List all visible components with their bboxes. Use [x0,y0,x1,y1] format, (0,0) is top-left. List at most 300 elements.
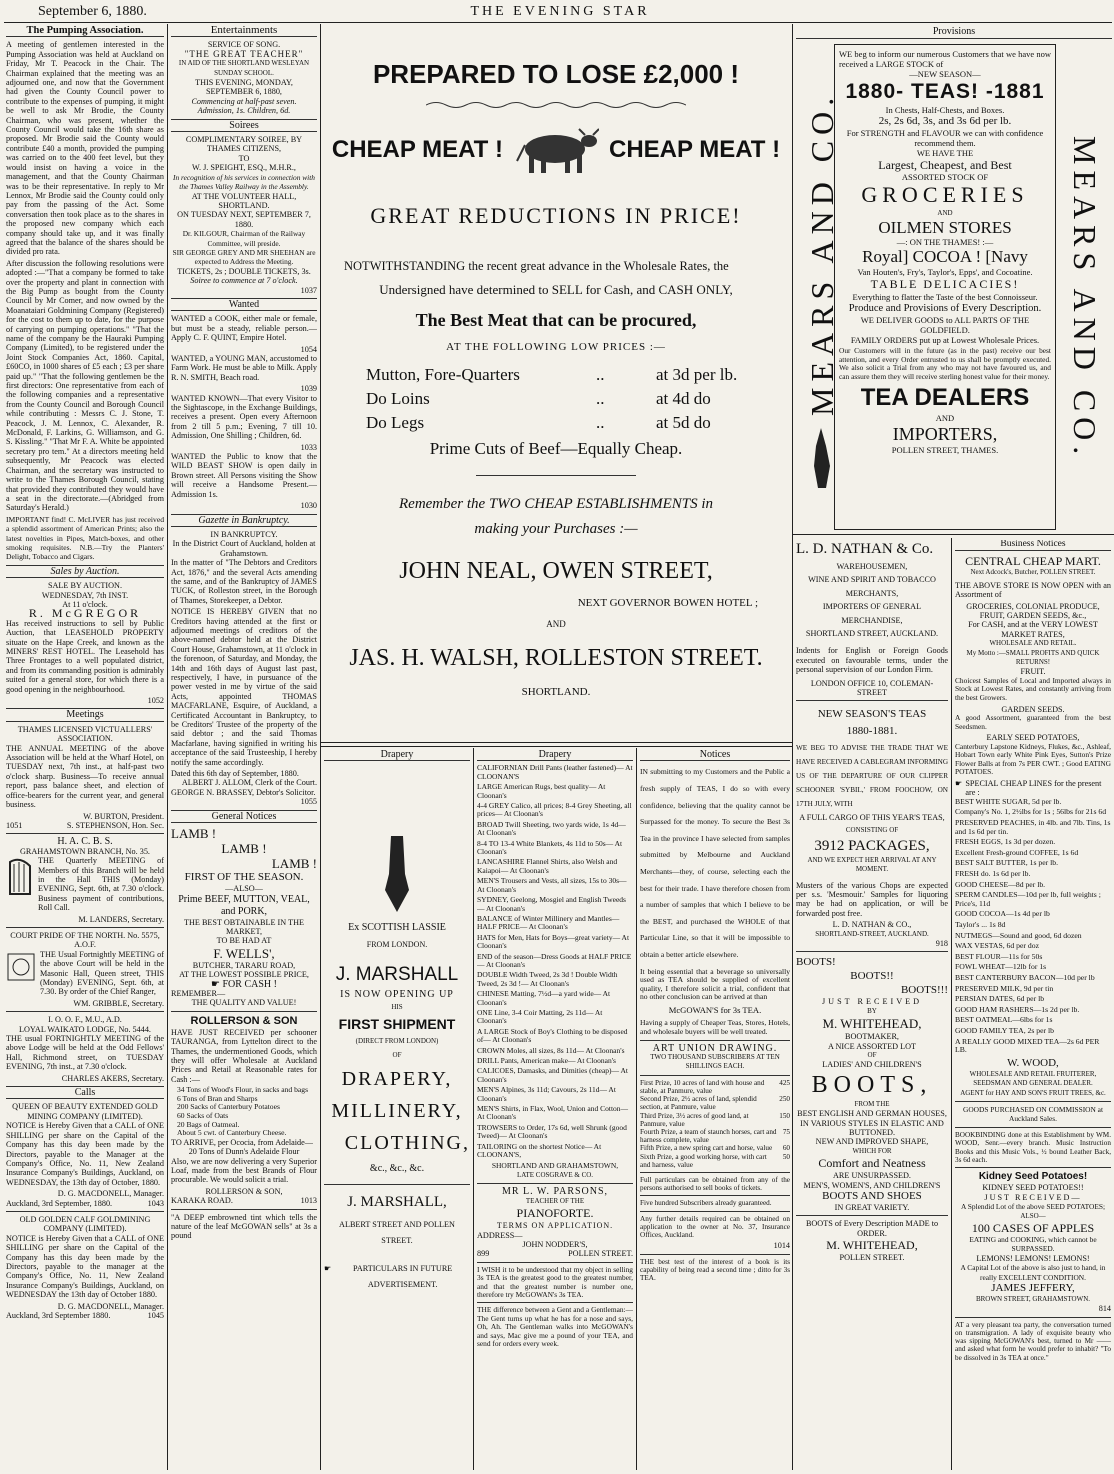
harp-icon [6,856,34,896]
strength: For STRENGTH and FLAVOUR we can with confidence recommend them. [846,128,1044,148]
special-line: Company's No. 1, 2½lbs for 1s ; 56lbs for 21s 6d [955,807,1107,817]
art-union-further: Any further details required can be obtained on application to the owner at No. 37, Insurance Offices, Auckland. [640,1214,790,1239]
special-line: GOOD HAM RASHERS—1s 2d per lb. [955,1004,1080,1014]
notwithstanding-text: NOTWITHSTANDING the recent great advance in the Wholesale Rates, the [344,259,729,273]
art-union-title: ART UNION DRAWING. [652,1042,778,1054]
rollerson-item: 6 Tons of Bran and Sharps [177,1093,258,1103]
cheap-meat-left: CHEAP MEAT ! [331,136,503,163]
calls-heading: Calls [6,1086,164,1099]
rollerson-signature: ROLLERSON & SON, [205,1186,283,1196]
nathan-line-2: WINE AND SPIRIT AND TOBACCO [808,575,936,585]
notices-column [640,750,790,1470]
cloonan-item: SYDNEY, Geelong, Mosgiel and English Tweeds— At Cloonan's [477,895,626,913]
marshall-of: OF [392,1050,402,1059]
prime-cuts: Prime Cuts of Beef—Equally Cheap. [429,439,683,458]
prize-value: 60 [782,1144,790,1153]
cloonan-item: TAILORING on the shortest Notice— At CLOONAN'S, [477,1141,602,1160]
nathan-title: L. D. NATHAN & Co. [796,541,934,557]
pointing-hand-icon: ☛ [955,779,963,789]
special-line: FOWL WHEAT—12lb for 1s [955,962,1047,972]
sos-admission: Admission, 1s. Children, 6d. [197,106,291,116]
price-item: Do Legs [366,413,425,432]
new-season-address: SHORTLAND-STREET, AUCKLAND. [815,929,929,938]
marshall-scottish: Ex SCOTTISH LASSIE [348,921,446,933]
garden-heading: GARDEN SEEDS. [1001,704,1065,714]
price-value: at 4d do [656,389,711,408]
prize-row [640,1095,790,1111]
cloonan-item: DOUBLE Width Tweed, 2s 3d ! Double Width Tweed, 2s 3d !— At Cloonan's [477,970,618,988]
cloonan-item: ONE Line, 3-4 Coir Matting, 2s 11d— At Cloonan's [477,1007,603,1026]
meat-headline: PREPARED TO LOSE £2,000 ! [372,59,740,89]
hacb-signature: M. LANDERS, Secretary. [78,914,164,924]
issue-date: September 6, 1880. [38,4,147,19]
rollerson-title: ROLLERSON & SON [190,1014,298,1027]
new-season-consisting: CONSISTING OF [845,826,899,835]
meetings-heading: Meetings [6,708,164,721]
prize-value: 250 [779,1095,790,1104]
special-line: Excellent Fresh-ground COFFEE, 1s 6d [955,847,1079,857]
notices-having: Having a supply of Cheaper Teas, Stores, Hotels, and wholesale buyers will be well treated. [640,1018,790,1036]
boots-address: POLLEN STREET. [839,1253,905,1263]
art-union-number: 1014 [773,1241,790,1251]
soiree-recognition: In recognition of his services in connection with the Thames Valley Railway in the Assembly. [173,172,315,192]
assorted: ASSORTED STOCK OF [901,172,989,182]
tobacco-ad: IMPORTANT find! C. McLIVER has just received a splendid assortment of American Prints; also the latest novelties in Pipes, Match-boxes, and other smoking requisites. N.B.—Try the Planters' Delight, Tobacco and Cigars. [6,514,164,562]
business-column [955,540,1111,1470]
boots-2: BOOTS!! [850,970,894,983]
prize-text: Fourth Prize, a team of staunch horses, cart and harness complete, value [640,1127,777,1145]
deliver: WE DELIVER GOODS to ALL PARTS OF THE GOLDFIELD. [860,315,1030,335]
cocoa: Royal] COCOA ! [Navy [862,247,1028,266]
mears-vertical-right: MEARS AND CO. [1067,136,1103,461]
wanted-public-number: 1030 [300,501,317,511]
nathan-indents: Indents for English or Foreign Goods executed on favourable terms, under the personal supervision of our London Firm. [796,646,948,675]
new-season-packages: 3912 PACKAGES, [814,837,930,854]
kidney-also: ALSO— [1020,1211,1046,1220]
largest: Largest, Cheapest, and Best [878,158,1012,172]
special-line: BEST CANTERBURY BACON—10d per lb [955,972,1095,982]
ogc-date: Auckland, 3rd September 1880. [6,1311,111,1320]
lv-body: THE ANNUAL MEETING of the above Association will be held at the Wharf Hotel, on TUESDAY next, 7th inst., at half-past two o'clock sharp. Business—To receive annual report, pass balance sheet, and election of office-bearers for the current year, and general business. [6,743,164,810]
lv-title: THAMES LICENSED VICTUALLERS' ASSOCIATION. [17,724,153,744]
tea-dealers: TEA DEALERS [860,384,1030,412]
special-line: BEST SALT BUTTER, 1s per lb. [955,858,1059,868]
lamb-also: —ALSO— [225,884,263,894]
mears-vertical-left: MEARS AND CO. [804,91,840,416]
nathan-line-5: MERCHANDISE, [841,615,903,625]
court-signature: WM. GRIBBLE, Secretary. [73,998,164,1008]
groceries: GROCERIES [861,182,1029,207]
prize-value: 75 [782,1127,790,1136]
fruit-body: Choicest Samples of Local and Imported always in Stock at Lowest Rates, and constantly arriving from the best Growers. [955,675,1111,703]
bankruptcy-court: In the District Court of Auckland, holden at Grahamstown. [172,539,316,558]
kidney-number: 814 [1098,1304,1111,1314]
pointing-hand-icon: ☛ [211,978,220,990]
rollerson-number: 1013 [300,1196,317,1206]
price-row [366,387,788,411]
parsons-address-label: ADDRESS— [477,1230,523,1240]
soirees-heading: Soirees [171,119,317,132]
kidney-sub: KIDNEY SEED POTATOES!! [982,1183,1084,1193]
central-wholesale: WHOLESALE AND RETAIL. [989,639,1077,648]
special-line: PERSIAN DATES, 6d per lb [955,994,1045,1004]
best-test-blurb: THE best test of the interest of a book is its capability of being read a second time ; ditto for 3s TEA. [640,1257,790,1282]
lamb-2: LAMB ! [221,841,267,857]
cloonan-item: BALANCE of Winter Millinery and Mantles— HALF PRICE— At Cloonan's [477,913,620,932]
prize-text: First Prize, 10 acres of land with house and stable, at Panmure, value [640,1078,765,1095]
price-row [366,411,788,435]
cloonan-item: LANCASHIRE Flannel Shirts, also Welsh and Kaiapoi— At Cloonan's [477,857,618,875]
cheap-meat-right: CHEAP MEAT ! [609,136,781,163]
cloonan-item: CALIFORNIAN Drill Pants (leather fastened)— At CLOONAN'S [477,763,633,781]
prize-text: Fifth Prize, a new spring cart and horse, value [640,1144,773,1153]
wood-bookbinding: BOOKBINDING done at this Establishment by WM. WOOD, Senr.—every branch. Music Instruction Books and this Music Vols., ½ bound Leather Back, 3s 6d each. [955,1130,1111,1164]
central-cash: For CASH, and at the VERY LOWEST MARKET RATES, [968,620,1098,639]
kidney-just: JUST RECEIVED— [984,1192,1082,1202]
marshall-address: ALBERT STREET AND POLLEN STREET. [339,1219,455,1245]
art-union-full: Full particulars can be obtained from any of the persons authorised to sell books of tickets. [640,1175,790,1193]
cloonan-item: 4-4 GREY Calico, all prices; 8-4 Grey Sheeting, all prices— At Cloonan's [477,801,632,819]
kidney-name: JAMES JEFFERY, [991,1282,1075,1294]
rollerson-arrive: TO ARRIVE, per Ococia, from Adelaide— [171,1137,313,1147]
notices-mcgowan: McGOWAN'S for 3s TEA. [668,1004,762,1015]
bankruptcy-number: 1055 [300,797,317,807]
new-season-title: NEW SEASON'S TEAS [817,708,927,721]
parsons-teacher: TEACHER OF THE [525,1196,585,1205]
prize-value: 425 [779,1078,790,1087]
boots-from: FROM THE [854,1099,890,1108]
cocoa-brands: Van Houten's, Fry's, Taylor's, Epps', and Cocoatine. [857,267,1033,277]
special-line: GOOD CHEESE—8d per lb. [955,879,1046,889]
sos-aid: IN AID OF THE SHORTLAND WESLEYAN SUNDAY SCHOOL. [178,59,310,77]
pumping-article-p1: A meeting of gentlemen interested in the Pumping Association was held at Auckland on Friday, Mr T. Peacock in the Chair. The Chairman explained that the meeting was an adjourned one, and now that the Government had given the County Council power to contribute to the expenses of pumping, it might be well to ask Mr Brodie, the County Chairman, who was present, whether the County Council would take the 16th share as proposed. Mr Brodie said the County would contribute £40 a month, provided the pumping was carried on to the 400 feet level, but they would insist on having a voice in the management, and that the County Chairman was to be their representative. In reply to Mr Lennox, Mr Brodie said the County could only pay from the passing of the Act. Some conversation then took place as to the shares in the proposed new company which each company should take up, and it was finally agreed that the balance of the shares should be divided pro rata. [6,40,164,257]
price-row [366,363,788,387]
price-item: Mutton, Fore-Quarters [366,365,520,384]
rollerson-item: About 5 cwt. of Canterbury Cheese. [177,1128,287,1138]
remember-text: Remember the TWO CHEAP ESTABLISHMENTS in [399,496,713,512]
special-line: GOOD COCOA—1s 4d per lb [955,909,1050,919]
drapery-heading-1: Drapery [324,750,470,761]
marshall-millinery: MILLINERY, [331,1100,463,1123]
special-line: PRESERVED PEACHES, in 4lb. and 7lb. Tins, 1s and 1s 6d per tin. [955,818,1111,836]
boots-of: OF [867,1050,877,1059]
ogc-signature: D. G. MACDONELL, Manager. [57,1301,164,1311]
prize-text: Third Prize, 3½ acres of good land, at Panmure, value [640,1111,749,1128]
auction-title: SALE BY AUCTION. [47,581,123,591]
prize-text: Sixth Prize, a good working horse, with cart and harness, value [640,1152,767,1169]
pumping-article-p2: After discussion the following resolutions were adopted :—"That a company be formed to take over the property and plant in connection with the Big Pump as bought from the County Council by Mr Comer, and now owned by the Moanataiari Goldmining Company (Registered) for the cost to them up to date, for the purpose of carrying on pumping operations." "That the name of the company be the Hauraki Pumping Company (Limited), to be registered under the Joint Stock Companies Act, 1860. Capital, £60CO, in 1000 shares of £5 each ; £3 per share paid up." "That the following gentlemen be the first directors: One representative from each of the following companies and a representative from the County Council and Borough Council while contributing : Messrs C. J. Stone, T. Peacock, J. M. Lennox, C. Alexander, R. McDonald, F. Larkins, G. Williamson, and G. S. Kissling." "That Mr F. A. White be appointed secretary pro tem." At a directors meeting held subsequently, Mr Peacock was elected Chairman, and the secretary was instructed to write to the Thames Borough Council, stating that provided they contributed they would have a seat in the directorate.—(Abridged from Saturday's Herald.) [6,258,164,513]
price-value: at 3d per lb. [656,365,738,384]
provisions-inner-box [834,44,1056,530]
boots-styles: IN VARIOUS STYLES IN ELASTIC AND BUTTONED. [800,1118,944,1137]
cloonan-item: A LARGE Stock of Boy's Clothing to be disposed of— At Cloonan's [477,1026,628,1045]
marshall-particulars: PARTICULARS IN FUTURE ADVERTISEMENT. [353,1263,453,1289]
boots-unsurpassed: ARE UNSURPASSED. [833,1171,911,1181]
pumping-heading: The Pumping Association. [6,26,164,37]
prize-row [640,1128,790,1144]
ogc-title: OLD GOLDEN CALF GOLDMINING COMPANY (LIMITED). [19,1214,151,1234]
we-have: WE HAVE THE [916,148,974,158]
table-delicacies: TABLE DELICACIES! [870,277,1020,291]
boots-every: BOOTS of Every Description MADE to ORDER. [805,1219,939,1238]
new-season: —NEW SEASON— [909,69,981,79]
boots-nice: A NICE ASSORTED LOT [828,1041,916,1051]
special-line: GOOD FAMILY TEA, 2s per lb [955,1025,1055,1035]
family-orders: FAMILY ORDERS put up at Lowest Wholesale Prices. [850,335,1040,345]
new-season-years: 1880-1881. [846,725,898,738]
lw-body: THE usual FORTNIGHTLY MEETING of the above Lodge will be held at the Odd Fellows' Hall, Richmond street, on TUESDAY EVENING, 7th inst., at 7.30 o'clock. [6,1034,164,1072]
boots-comfort: Comfort and Neatness [818,1156,926,1171]
mcgowan-wish: I WISH it to be understood that my object in selling 3s TEA is the greatest good to the greatest number, and that the greatest number is number one, therefore try McGOWAN's 3s TEA. [477,1264,633,1299]
cloonan-item: MEN'S Trousers and Vests, all sizes, 15s to 30s— At Cloonan's [477,876,627,894]
bankruptcy-title: IN BANKRUPTCY. [210,529,278,539]
soiree-to: TO [238,153,250,163]
lv-secretary: S. STEPHENSON, Hon. Sec. [66,820,164,830]
oilmen-stores: OILMEN STORES [878,218,1012,237]
notices-essential: It being essential that a beverage so universally used as TEA should be supplied of excellent quality, I therefore solicit a trial, confident that no other conclusion can be arrived at than [640,966,790,1002]
next-governor: NEXT GOVERNOR BOWEN HOTEL ; [577,597,758,609]
newspaper-title: THE EVENING STAR [470,4,650,19]
parsons-pollen: POLLEN STREET. [568,1249,633,1259]
cloonan-item: MEN'S Shirts, in Flax, Wool, Union and Cotton— At Cloonan's [477,1104,629,1122]
central-next: Next Adcock's, Butcher, POLLEN STREET. [970,568,1096,577]
drapery-marshall [324,750,470,1470]
prize-value: 150 [779,1111,790,1120]
drapery-cloonan [477,750,633,1470]
kidney-cases-body: EATING and COOKING, which cannot be SURPASSED. [969,1234,1097,1254]
lw-signature: CHARLES AKERS, Secretary. [61,1073,164,1083]
lv-number: 1051 [6,820,23,830]
new-season-body: WE BEG TO ADVISE THE TRADE THAT WE HAVE RECEIVED A CABLEGRAM INFORMING US OF THE DEPARTURE OF OUR CLIPPER SCHOONER 'SYBIL,' FROM FOOCHOW, ON 17TH JULY, WITH [796,743,948,808]
undersigned-text: Undersigned have determined to SELL for Cash, and CASH ONLY, [379,282,733,297]
soiree-commence: Soiree to commence at 7 o'clock. [190,276,298,286]
boots-bootmaker: BOOTMAKER, [845,1032,899,1042]
wanted-known: WANTED KNOWN—That every Visitor to the Sightascope, in the Exchange Buildings, receives a present. Open every Afternoon from 2 till 5 p.m.; Evening, 7 till 10. Admission, One Shilling ; Children, 6d. [171,393,317,441]
special-lines: SPECIAL CHEAP LINES for the present are : [965,779,1102,798]
rollerson-item: 60 Sacks of Oats [177,1110,229,1120]
cloonan-item: CROWN Moles, all sizes, 8s 11d— At Cloonan's [477,1045,625,1055]
marshall-direct: (DIRECT FROM LONDON) [355,1037,439,1046]
soiree-name: W. J. SPEIGHT, ESQ., M.H.R., [192,163,296,173]
central-mart: CENTRAL CHEAP MART. [965,554,1101,569]
special-line: FRESH EGGS, 1s 3d per dozen. [955,837,1056,847]
jas-walsh: JAS. H. WALSH, ROLLESTON STREET. [349,645,763,671]
lamb-had: TO BE HAD AT [216,936,272,946]
qb-signature: D. G. MACDONELL, Manager. [57,1189,164,1199]
marshall-his: HIS [391,1003,403,1012]
cloonan-item: CHINESE Matting, 7½d—a yard wide— At Cloonan's [477,989,611,1007]
kidney-capital: A Capital Lot of the above is also just to hand, in really EXCELLENT CONDITION. [960,1263,1106,1282]
central-open: THE ABOVE STORE IS NOW OPEN with an Assortment of [955,580,1111,600]
prize-row [640,1153,790,1169]
drapery-heading-2: Drapery [477,750,633,761]
bankruptcy-matter: In the matter of "The Debtors and Creditors Act, 1876," and the several Acts amending the same, and of the Bankruptcy of JAMES TUCK, of Rolleston street, in the Borough of Thames, Storekeeper, a Debtor. [171,558,317,605]
wanted-cook: WANTED a COOK, either male or female, but must be a steady, reliable person.—Apply C. F. QUINT, Empire Hotel. [171,314,317,343]
soiree-tickets: TICKETS, 2s ; DOUBLE TICKETS, 3s. [177,266,311,276]
prize-value: 50 [782,1152,790,1161]
business-heading: Business Notices [955,540,1111,551]
cloonan-item: CALICOES, Damasks, and Dimities (cheap)— At Cloonan's [477,1066,629,1084]
special-line: A REALLY GOOD MIXED TEA—2s 6d PER LB. [955,1036,1100,1055]
chests: In Chests, Half-Chests, and Boxes. [885,105,1005,115]
rollerson-arrive-2: 20 Tons of Dunn's Adelaide Flour [188,1147,300,1157]
following-prices: AT THE FOLLOWING LOW PRICES :— [446,341,666,353]
qb-title: QUEEN OF BEAUTY EXTENDED GOLD MINING COMPANY (LIMITED). [12,1102,158,1121]
cloonan-address: SHORTLAND AND GRAHAMSTOWN, [491,1161,619,1171]
ox-icon [513,125,599,175]
pointing-hand-icon: ☛ [324,1263,332,1273]
importers: IMPORTERS, [892,424,998,445]
sos-when: THIS EVENING, MONDAY, SEPTEMBER 6, 1880, [195,78,293,97]
soiree-venue: AT THE VOLUNTEER HALL, SHORTLAND. [191,191,297,210]
special-line: BEST OATMEAL—6lbs for 1s [955,1015,1053,1025]
central-groceries: GROCERIES, COLONIAL PRODUCE, FRUIT, GARDEN SEEDS, &c., [966,601,1100,621]
cloonan-item: MEN'S Alpines, 3s 11d; Cavours, 2s 11d— At Cloonan's [477,1085,616,1103]
prize-text: Second Prize, 2½ acres of land, splendid section, at Panmure, value [640,1095,757,1112]
kidney-lemons: LEMONS! LEMONS! LEMONS! [976,1253,1090,1263]
prize-row [640,1144,790,1152]
iof-title: I. O. O. F., M.U., A.D. [48,1015,122,1025]
garden-body: A good Assortment, guaranteed from the best Seedsmen. [955,713,1111,731]
general-notices-heading: General Notices [171,810,317,823]
best-meat: The Best Meat that can be procured, [415,310,697,330]
auction-body: Has received instructions to sell by Public Auction, that LEASEHOLD PROPERTY situate on the Hape Creek, and known as the MINERS' REST HOTEL. The Leasehold has Three Frontages to a well populated district, and from its commanding position is admirably suited for a general store, for which there is a good opening in the neighbourhood. [6,618,164,694]
lamb-3: LAMB ! [271,856,317,872]
wanted-heading: Wanted [171,298,317,311]
mcgowan-difference: THE difference between a Gent and a Gentleman:—The Gent turns up what he has for a nose and says, Oh, Ah. The Gentleman walks into McGOWAN's and says, Mac give me a pound of your TEA, and send for orders every week. [477,1305,633,1348]
column-second [171,26,317,1470]
cloonan-item: END of the season—Dress Goods at HALF PRICE— At Cloonan's [477,951,632,969]
sos-time: Commencing at half-past seven. [191,96,297,106]
forester-emblem-icon [6,950,36,984]
special-line: BEST FLOUR—11s for 50s [955,951,1043,961]
soiree-title: COMPLIMENTARY SOIREE, BY THAMES CITIZENS, [185,135,303,154]
hacb-branch: GRAHAMSTOWN BRANCH, No. 35. [20,846,150,856]
soiree-chair: Dr. KILGOUR, Chairman of the Railway Committee, will preside. [182,229,306,248]
marshall-drapery: DRAPERY, [341,1068,453,1091]
soiree-date: ON TUESDAY NEXT, SEPTEMBER 7, 1880. [177,210,311,229]
price-item: Do Loins [366,389,430,408]
tea-party-blurb: AT a very pleasant tea party, the conversation turned on transmigration. A lady of exquisite beauty who was sipping McGOWAN's best, turned to Mr —— and asked what form he would prefer to inhabit? "To be dissolved in 3s TEA at once." [955,1320,1111,1362]
auction-time: At 11 o'clock. [62,599,108,609]
pointing-hand-down-icon [377,834,417,914]
nathan-london: LONDON OFFICE 10, COLEMAN-STREET [810,678,934,698]
potatoes-body: Canterbury Lapstone Kidneys, Flukes, &c., Ashleaf, Hobart Town early White Pink Eyes, Sutton's Prize Flower Balls at from 7s PER CWT. ; Good EATING POTATOES. [955,741,1111,777]
bankruptcy-dated: Dated this 6th day of September, 1880. [171,769,299,779]
kidney-body: A Splendid Lot of the above SEED POTATOES; [961,1202,1105,1212]
rollerson-address: KARAKA ROAD. [171,1196,233,1206]
court-body: THE Usual Fortnightly MEETING of the above Court will be held in the Masonic Hall, Queen street, THIS (Monday) EVENING, Sept. 6th, at 7.30. By order of the Chief Ranger, [40,949,164,997]
tea-dealers-and: AND [935,413,955,424]
new-season-expect: AND WE EXPECT HER ARRIVAL AT ANY MOMENT. [807,855,937,874]
boots-shoes: BOOTS AND SHOES [822,1190,922,1203]
central-motto: My Motto :—SMALL PROFITS AND QUICK RETURNS! [966,648,1100,667]
wood-desc: WHOLESALE AND RETAIL FRUITERER, SEEDSMAN AND GENERAL DEALER. [969,1069,1097,1088]
prize-row [640,1112,790,1128]
gazette-heading: Gazette in Bankruptcy. [171,514,317,527]
art-union-five: Five hundred Subscribers already guaranteed. [640,1199,772,1208]
qb-date: Auckland, 3rd September, 1880. [6,1198,113,1208]
art-union-subtitle: TWO THOUSAND SUBSCRIBERS AT TEN SHILLINGS EACH. [650,1052,780,1071]
ornament-divider-icon [426,100,686,110]
provisions-section [796,26,1112,532]
lamb-address: BUTCHER, TARARU ROAD, [192,960,296,970]
special-line: FRESH do. 1s 6d per lb. [955,869,1031,878]
marshall-etc: &c., &c., &c. [369,1163,425,1175]
rollerson-item: 200 Sacks of Canterbury Potatoes [177,1102,280,1112]
sos-quote: "THE GREAT TEACHER" [184,48,304,59]
special-line: BEST WHITE SUGAR, 5d per lb. [955,796,1062,806]
lamb-first: FIRST OF THE SEASON. [184,871,304,884]
new-season-cargo: A FULL CARGO OF THIS YEAR'S TEAS, [799,812,945,822]
lamb-price: AT THE LOWEST POSSIBLE PRICE, [179,970,309,980]
marshall-clothing: CLOTHING, [344,1132,470,1155]
wanted-young-man-number: 1039 [300,384,317,394]
boots-mens: MEN'S, WOMEN'S, AND CHILDREN'S [803,1180,941,1190]
marshall-name: J. MARSHALL [335,963,459,985]
lw-title: LOYAL WAIKATO LODGE, No. 5444. [19,1024,151,1034]
tea-prices: 2s, 2s 6d, 3s, and 3s 6d per lb. [878,115,1012,127]
auction-heading: Sales by Auction. [6,565,164,578]
nathan-line-6: SHORTLAND STREET, AUCKLAND. [805,629,939,639]
ogc-number: 1045 [147,1311,164,1320]
potatoes-heading: EARLY SEED POTATOES, [986,733,1080,743]
lamb-best: THE BEST OBTAINABLE IN THE MARKET, [183,917,305,936]
rollerson-item: 34 Tons of Wood's Flour, in sacks and bags [177,1085,309,1095]
marshall-name-2: J. MARSHALL, [347,1193,447,1210]
wood-name: W. WOOD, [1007,1056,1059,1069]
marshall-from-london: FROM LONDON. [366,940,428,950]
auction-date: WEDNESDAY, 7th INST. [41,590,129,600]
everything: Everything to flatter the Taste of the best Connoisseur. [852,292,1038,302]
cloonan-late: LATE COSGRAVE & CO. [516,1170,594,1179]
rollerson-item: 20 Bags of Oatmeal. [177,1119,240,1129]
on-the-thames: —: ON THE THAMES! :— [896,237,994,247]
bankruptcy-notice: NOTICE IS HEREBY GIVEN that no Creditors having attended at the first or adjourned meetings of creditors of the above-named debtor held at the District Court House, Grahamstown, at 11 o'clock in the forenoon, of Saturday, and Monday, the 14th and 16th days of August last past, respectively, I have, in pursuance of the power vested in me by virtue of the said Acts, appointed THOMAS MACFARLANE, Esquire, of Auckland, a Certificated Accountant in Bankruptcy, to be Creditors' Trustee of the property of the said debtor ; and the said Thomas Macfarlane, having signified in writing his acceptance of the said Trusteeship, I hereby notify the same accordingly. [171,607,317,767]
boots-best: BEST ENGLISH AND GERMAN HOUSES, [797,1109,947,1119]
parsons-number: 899 [477,1249,490,1259]
hacb-title: H. A. C. B. S. [57,836,113,848]
meat-advertisement [324,28,788,740]
marshall-opening: IS NOW OPENING UP [340,988,454,1000]
wanted-cook-number: 1054 [300,344,317,354]
cloonan-item: TROWSERS to Order, 17s 6d, well Shrunk (good Tweed)— At Cloonan's [477,1122,627,1141]
nathan-line-3: MERCHANTS, [845,588,899,598]
price-dots: .. [596,389,605,408]
hacb-body: THE Quarterly MEETING of Members of this Branch will be held in the Hall THIS (Monday) EVENING, Sept. 6th, at 7.30 o'clock. Business payment of contributions, Roll Call. [38,856,164,913]
lamb-prime: Prime BEEF, MUTTON, VEAL, and PORK, [178,893,310,917]
boots-3: BOOTS!!! [900,984,948,997]
price-dots: .. [596,413,605,432]
and-text: AND [546,619,566,629]
notices-body: IN submitting to my Customers and the Public a fresh supply of TEAS, I do so with every confidence, believing that the quality cannot be Surpassed for the money. To secure the Best 3s Tea in the province I have selected from samples submitted by Melbourne and Auckland Merchants—they, of course, selecting each the best for their trade. I have therefore chosen from a number of samples that which I believe to be the BEST, and purchased the WHOLE of that Particular Line, so that it will be impossible to obtain a better article elsewhere. [640,767,790,959]
produce: Produce and Provisions of Every Description. [848,303,1042,314]
customers-text: Our Customers will in the future (as in the past) receive our best attention, and every Order entrusted to us shall be promptly executed. We also solicit a Trial from any who may not have favoured us, and can assure them they will receive sterling honest value for their money. [839,346,1051,381]
kidney-address: BROWN STREET, GRAHAMSTOWN. [975,1295,1091,1303]
sos-title: SERVICE OF SONG. [207,40,281,50]
rollerson-body: HAVE JUST RECEIVED per schooner TAURANGA, from Lyttelton direct to the Thames, the undermentioned Goods, which they will offer Wholesale at Auckland Prices and Retail at Reasonable rates for Cash :— [171,1027,317,1084]
purchases-text: making your Purchases :— [474,521,638,537]
wanted-known-number: 1033 [300,442,317,452]
new-season-number: 918 [935,938,948,948]
lamb-wells: F. WELLS', [213,945,275,961]
ogc-body: NOTICE is Hereby Given that a CALL of ONE SHILLING per share on the Capital of the Company has this day been made by the Directors, payable to the manager at the Company's Office, No. 11, New Zealand Insurance Company's Buildings, Auckland, on WEDNESDAY the 13th day of October 1880. [6,1233,164,1300]
court-title: COURT PRIDE OF THE NORTH. No. 5575, A.O.F. [10,930,160,950]
soiree-number: 1037 [300,285,317,295]
new-season-musters: Musters of the various Chops are expected per s.s. 'Mesmouir.' Samples for liquoring may be had on application, or will be forwarded post free. [796,880,948,918]
center-divider [476,475,636,476]
boots-by: BY [867,1006,877,1015]
